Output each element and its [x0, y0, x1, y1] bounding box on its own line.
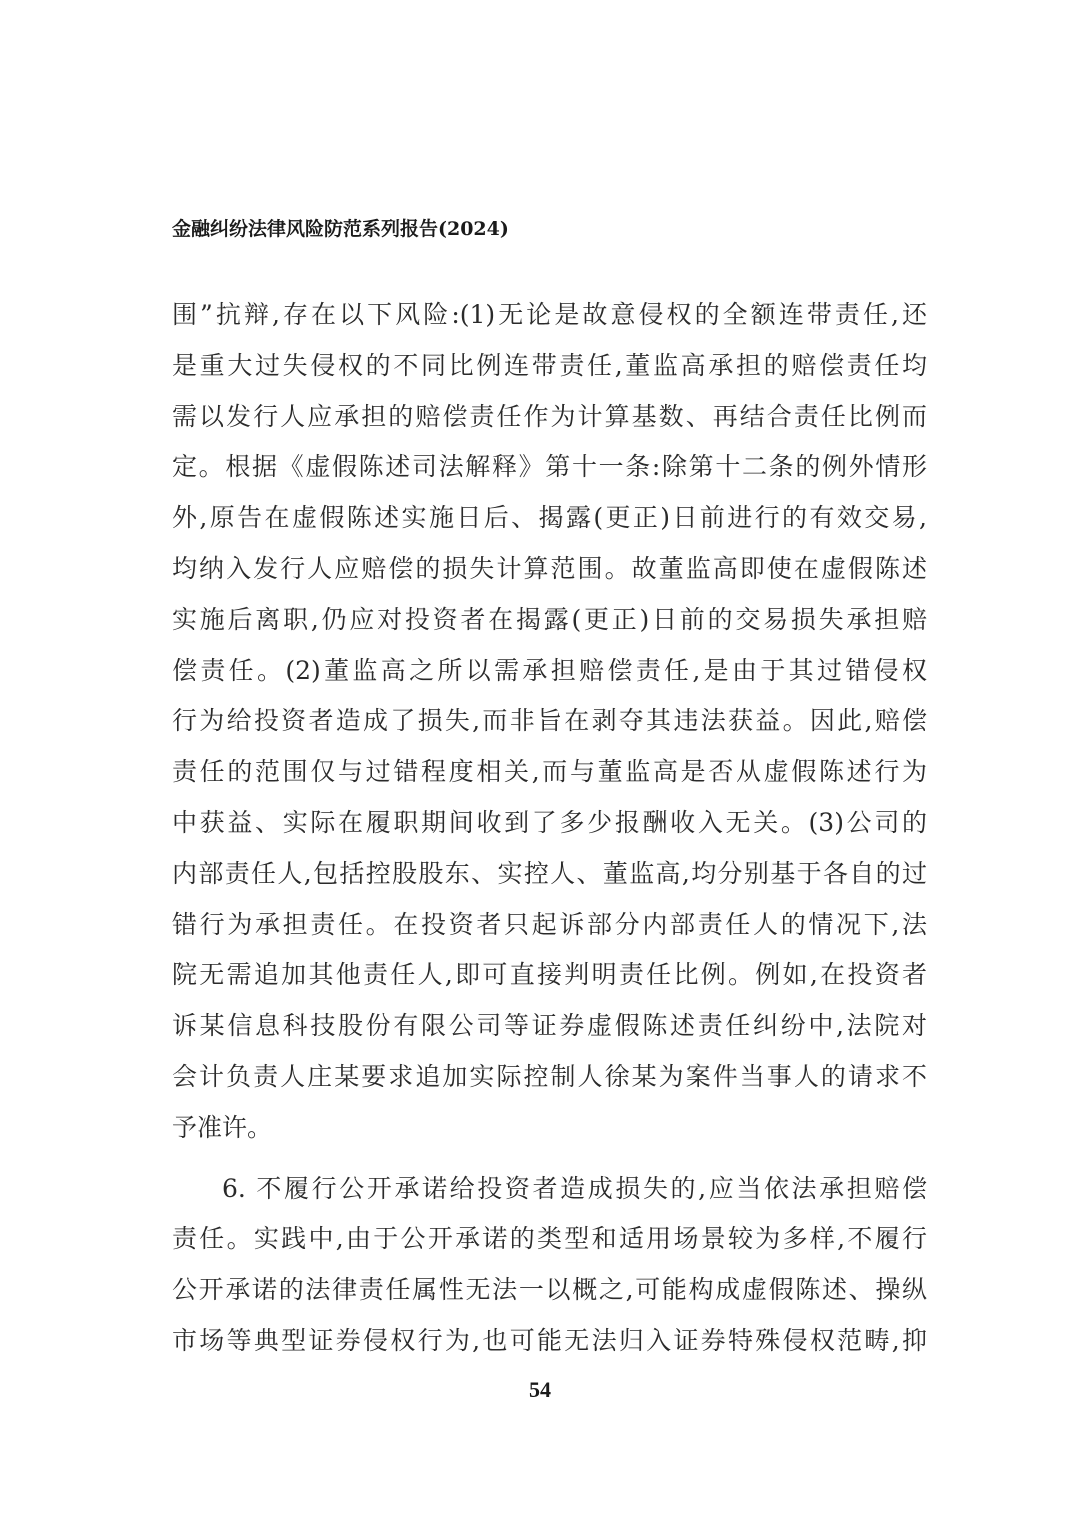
- body-text: [172, 290, 927, 1367]
- running-header: 金融纠纷法律风险防范系列报告(2024): [172, 218, 509, 240]
- paragraph-gap: [172, 1154, 927, 1164]
- text-line: 定。根据《虚假陈述司法解释》第十一条:除第十二条的例外情形: [172, 452, 927, 482]
- text-line: 实施后离职,仍应对投资者在揭露(更正)日前的交易损失承担赔: [172, 604, 927, 634]
- text-line: 中获益、实际在履职期间收到了多少报酬收入无关。(3)公司的: [172, 807, 927, 837]
- text-line: 责任的范围仅与过错程度相关,而与董监高是否从虚假陈述行为: [172, 757, 927, 787]
- text-line: 内部责任人,包括控股股东、实控人、董监高,均分别基于各自的过: [172, 858, 927, 888]
- text-line: 诉某信息科技股份有限公司等证券虚假陈述责任纠纷中,法院对: [172, 1011, 927, 1041]
- text-line: 予准许。: [172, 1112, 273, 1142]
- text-line: 错行为承担责任。在投资者只起诉部分内部责任人的情况下,法: [172, 909, 927, 939]
- text-line: 外,原告在虚假陈述实施日后、揭露(更正)日前进行的有效交易,: [172, 503, 927, 533]
- text-line: 责任。实践中,由于公开承诺的类型和适用场景较为多样,不履行: [172, 1224, 927, 1254]
- text-line: 围”抗辩,存在以下风险:(1)无论是故意侵权的全额连带责任,还: [172, 300, 927, 329]
- text-line: 公开承诺的法律责任属性无法一以概之,可能构成虚假陈述、操纵: [172, 1275, 927, 1305]
- text-line: 偿责任。(2)董监高之所以需承担赔偿责任,是由于其过错侵权: [172, 655, 927, 685]
- text-line: 6. 不履行公开承诺给投资者造成损失的,应当依法承担赔偿: [222, 1173, 927, 1203]
- text-line: 是重大过失侵权的不同比例连带责任,董监高承担的赔偿责任均: [172, 350, 927, 380]
- text-line: 需以发行人应承担的赔偿责任作为计算基数、再结合责任比例而: [172, 401, 927, 431]
- text-line: 行为给投资者造成了损失,而非旨在剥夺其违法获益。因此,赔偿: [172, 706, 927, 736]
- text-line: 院无需追加其他责任人,即可直接判明责任比例。例如,在投资者: [172, 960, 927, 990]
- paragraph-1: [172, 290, 927, 1154]
- page-number: 54: [529, 1377, 551, 1402]
- text-line: 会计负责人庄某要求追加实际控制人徐某为案件当事人的请求不: [172, 1061, 927, 1091]
- text-line: 均纳入发行人应赔偿的损失计算范围。故董监高即使在虚假陈述: [172, 553, 927, 583]
- paragraph-2: [172, 1164, 927, 1367]
- text-line: 市场等典型证券侵权行为,也可能无法归入证券特殊侵权范畴,抑: [172, 1325, 927, 1355]
